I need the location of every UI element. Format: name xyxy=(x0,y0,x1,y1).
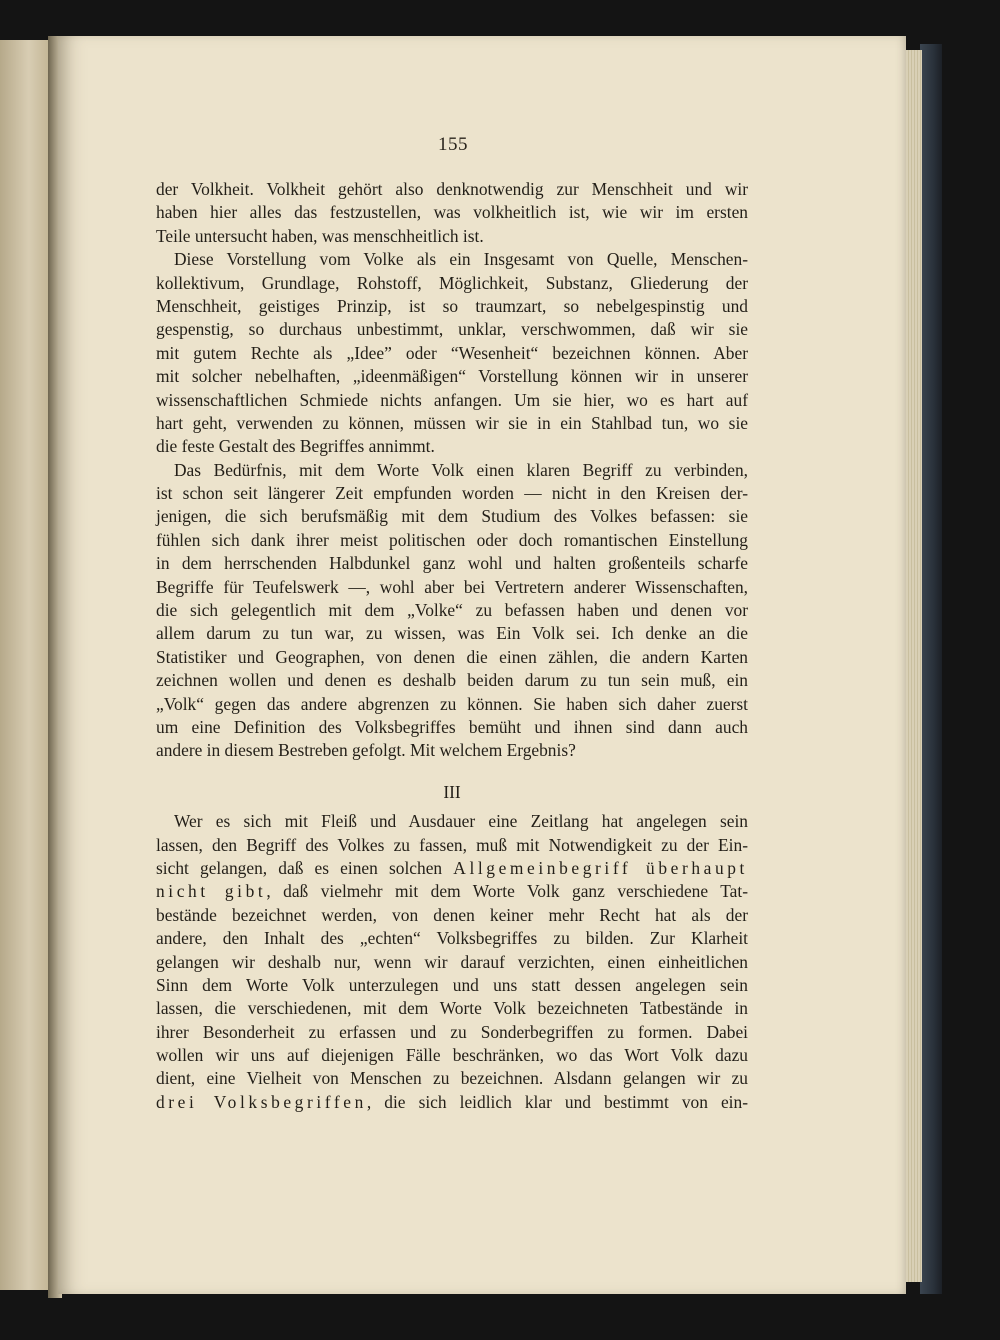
text-line: die sich gelegentlich mit dem „Volke“ zu befassen haben und denen vor xyxy=(156,600,748,621)
text-line xyxy=(156,951,748,974)
text-line: mit solcher nebelhaften, „ideenmäßigen“ Vorstellung können wir in unserer xyxy=(156,366,748,387)
page-number: 155 xyxy=(438,134,468,155)
text-segment: sicht gelangen, daß es einen solchen xyxy=(156,857,454,878)
text-line: Teile untersucht haben, was menschheitlich ist. xyxy=(156,225,484,246)
text-line xyxy=(156,1067,748,1090)
text-segment: lassen, den Begriff des Volkes zu fassen, muß mit Notwendigkeit zu der Ein- xyxy=(156,834,748,855)
text-line: gespenstig, so durchaus unbestimmt, unklar, verschwommen, daß wir sie xyxy=(156,319,748,340)
text-line xyxy=(156,927,748,950)
text-segment: ihrer Besonderheit zu erfassen und zu Sonderbegriffen zu formen. Dabei xyxy=(156,1021,748,1042)
text-line: zeichnen wollen und denen es deshalb beiden darum zu tun sein muß, ein xyxy=(156,670,748,691)
text-line xyxy=(156,880,748,903)
text-line xyxy=(156,834,748,857)
text-line xyxy=(156,810,748,833)
text-line: „Volk“ gegen das andere abgrenzen zu können. Sie haben sich daher zuerst xyxy=(156,693,748,714)
text-segment: , die sich leidlich klar und bestimmt von ein- xyxy=(366,1091,748,1112)
text-line: haben hier alles das festzustellen, was volkheitlich ist, wie wir im ersten xyxy=(156,202,748,223)
text-segment: Wer es sich mit Fleiß und Ausdauer eine Zeitlang hat angelegen sein xyxy=(174,811,748,832)
left-page-edge xyxy=(0,40,50,1290)
text-line: mit gutem Rechte als „Idee” oder “Wesenheit“ bezeichnen können. Aber xyxy=(156,342,748,363)
text-segment: , daß vielmehr mit dem Worte Volk ganz verschiedene Tat- xyxy=(266,881,748,902)
text-line: Statistiker und Geographen, von denen die einen zählen, die andern Karten xyxy=(156,646,748,667)
section-heading: III xyxy=(443,781,461,802)
text-segment: bestände bezeichnet werden, von denen keiner mehr Recht hat als der xyxy=(156,904,748,925)
text-line xyxy=(156,1021,748,1044)
text-line xyxy=(156,857,748,880)
text-line: hart geht, verwenden zu können, müssen wir sie in ein Stahlbad tun, wo sie xyxy=(156,412,748,433)
text-line: andere in diesem Bestreben gefolgt. Mit welchem Ergebnis? xyxy=(156,740,576,761)
paragraph-2 xyxy=(156,248,748,459)
text-line xyxy=(156,974,748,997)
text-line: um eine Definition des Volksbegriffes bemüht und ihnen sind dann auch xyxy=(156,716,748,737)
text-line: Diese Vorstellung vom Volke als ein Insgesamt von Quelle, Menschen- xyxy=(174,249,748,270)
text-line: Begriffe für Teufelswerk —, wohl aber bei Vertretern anderer Wissenschaften, xyxy=(156,576,748,597)
text-line: kollektivum, Grundlage, Rohstoff, Möglichkeit, Substanz, Gliederung der xyxy=(156,272,748,293)
text-line: die feste Gestalt des Begriffes annimmt. xyxy=(156,436,435,457)
text-segment: gelangen wir deshalb nur, wenn wir darauf verzichten, einen einheitlichen xyxy=(156,951,748,972)
text-line: der Volkheit. Volkheit gehört also denknotwendig zur Menschheit und wir xyxy=(156,179,748,199)
text-line: ist schon seit längerer Zeit empfunden worden — nicht in den Kreisen der- xyxy=(156,483,748,504)
text-line: fühlen sich dank ihrer meist politischen oder doch romantischen Einstellung xyxy=(156,529,748,550)
text-line: Das Bedürfnis, mit dem Worte Volk einen klaren Begriff zu verbinden, xyxy=(174,459,748,480)
emphasized-text: Allgemeinbegriff überhaupt xyxy=(453,857,748,878)
paragraph-1 xyxy=(156,178,748,248)
text-segment: wollen wir uns auf diejenigen Fälle beschränken, wo das Wort Volk dazu xyxy=(156,1045,748,1066)
emphasized-text: nicht gibt xyxy=(156,881,267,902)
text-segment: dient, eine Vielheit von Menschen zu bezeichnen. Alsdann gelangen wir zu xyxy=(156,1068,748,1089)
text-segment: lassen, die verschiedenen, mit dem Worte Volk bezeichneten Tatbestände in xyxy=(156,998,748,1019)
page-text xyxy=(156,178,748,1114)
text-line: jenigen, die sich berufsmäßig mit dem Studium des Volkes befassen: sie xyxy=(156,506,748,527)
text-segment: andere, den Inhalt des „echten“ Volksbegriffes zu bilden. Zur Klarheit xyxy=(156,928,748,949)
text-line: in dem herrschenden Halbdunkel ganz wohl und halten großenteils scharfe xyxy=(156,553,748,574)
emphasized-text: drei Volksbegriffen xyxy=(156,1091,367,1112)
section-paragraph xyxy=(156,810,748,1114)
book-cover-edge xyxy=(920,44,942,1294)
text-line: allem darum zu tun war, zu wissen, was Ein Volk sei. Ich denke an die xyxy=(156,623,748,644)
text-line xyxy=(156,997,748,1020)
text-line xyxy=(156,1044,748,1067)
text-segment: Sinn dem Worte Volk unterzulegen und uns statt dessen angelegen sein xyxy=(156,974,748,995)
text-line: wissenschaftlichen Schmiede nichts anfangen. Um sie hier, wo es hart auf xyxy=(156,389,748,410)
text-line xyxy=(156,904,748,927)
paragraph-3 xyxy=(156,459,748,763)
text-line xyxy=(156,1091,748,1114)
text-line: Menschheit, geistiges Prinzip, ist so traumzart, so nebelgespinstig und xyxy=(156,295,748,316)
